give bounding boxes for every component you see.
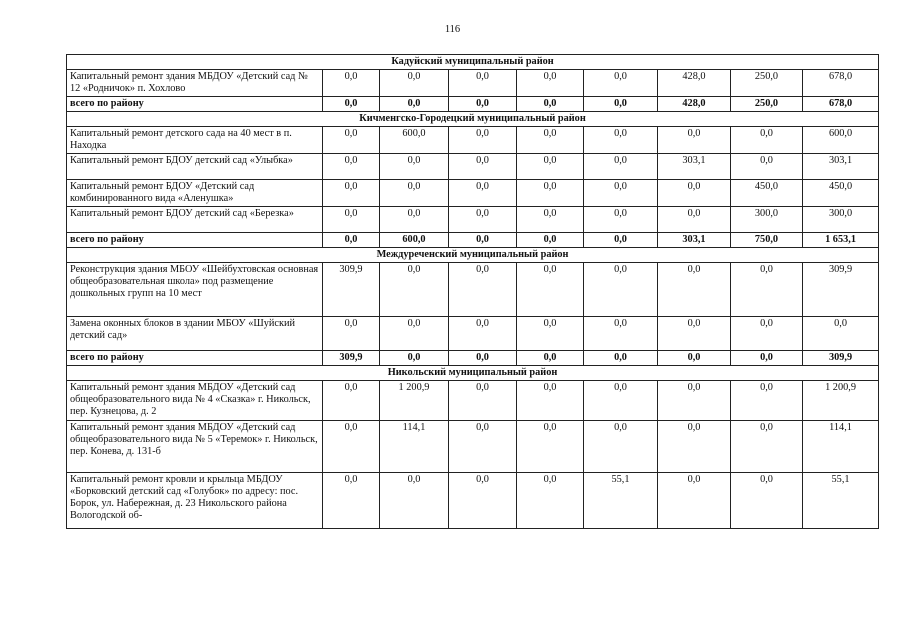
value-cell: 0,0 [380, 154, 449, 180]
district-name: Кадуйский муниципальный район [67, 55, 879, 70]
value-cell: 300,0 [731, 207, 803, 233]
value-cell: 0,0 [449, 127, 517, 154]
value-cell: 0,0 [517, 127, 584, 154]
total-value-cell: 309,9 [803, 351, 879, 366]
row-total-cell: 55,1 [803, 473, 879, 529]
district-name: Междуреченский муниципальный район [67, 248, 879, 263]
total-value-cell: 0,0 [449, 97, 517, 112]
project-name: Капитальный ремонт кровли и крыльца МБДОУ «Борковский детский сад «Голубок» по адресу: пос. Борок, ул. Набережная, д. 23 Никольского района Вологодской об- [67, 473, 323, 529]
table-row [67, 473, 879, 529]
value-cell: 0,0 [517, 473, 584, 529]
table-row [67, 317, 879, 351]
value-cell: 250,0 [731, 70, 803, 97]
value-cell: 0,0 [380, 473, 449, 529]
total-value-cell: 0,0 [517, 233, 584, 248]
district-name: Никольский муниципальный район [67, 366, 879, 381]
total-value-cell: 0,0 [323, 233, 380, 248]
total-value-cell: 0,0 [584, 351, 658, 366]
value-cell: 0,0 [731, 381, 803, 421]
project-name: Капитальный ремонт БДОУ «Детский сад комбинированного вида «Аленушка» [67, 180, 323, 207]
total-value-cell: 303,1 [658, 233, 731, 248]
total-value-cell: 0,0 [380, 97, 449, 112]
table-row [67, 381, 879, 421]
district-header-row [67, 55, 879, 70]
value-cell: 55,1 [584, 473, 658, 529]
total-value-cell: 0,0 [323, 97, 380, 112]
district-total-row [67, 351, 879, 366]
value-cell: 0,0 [323, 154, 380, 180]
district-header-row [67, 112, 879, 127]
value-cell: 0,0 [584, 317, 658, 351]
value-cell: 1 200,9 [380, 381, 449, 421]
value-cell: 0,0 [517, 70, 584, 97]
value-cell: 0,0 [449, 317, 517, 351]
total-value-cell: 600,0 [380, 233, 449, 248]
value-cell: 0,0 [449, 473, 517, 529]
value-cell: 0,0 [658, 263, 731, 317]
district-header-row [67, 366, 879, 381]
value-cell: 303,1 [658, 154, 731, 180]
district-total-row [67, 233, 879, 248]
value-cell: 0,0 [517, 317, 584, 351]
value-cell: 0,0 [731, 127, 803, 154]
table-row [67, 70, 879, 97]
total-value-cell: 0,0 [380, 351, 449, 366]
value-cell: 0,0 [380, 180, 449, 207]
value-cell: 0,0 [731, 154, 803, 180]
value-cell: 0,0 [323, 70, 380, 97]
total-value-cell: 428,0 [658, 97, 731, 112]
total-value-cell: 1 653,1 [803, 233, 879, 248]
project-name: Реконструкция здания МБОУ «Шейбухтовская основная общеобразовательная школа» под размещение дошкольных групп на 10 мест [67, 263, 323, 317]
row-total-cell: 303,1 [803, 154, 879, 180]
value-cell: 0,0 [517, 154, 584, 180]
value-cell: 0,0 [323, 473, 380, 529]
total-value-cell: 0,0 [449, 351, 517, 366]
value-cell: 114,1 [380, 421, 449, 473]
project-name: Капитальный ремонт детского сада на 40 мест в п. Находка [67, 127, 323, 154]
total-value-cell: 0,0 [584, 233, 658, 248]
value-cell: 0,0 [731, 421, 803, 473]
value-cell: 0,0 [449, 421, 517, 473]
total-value-cell: 750,0 [731, 233, 803, 248]
value-cell: 0,0 [449, 180, 517, 207]
total-value-cell: 0,0 [584, 97, 658, 112]
value-cell: 0,0 [584, 180, 658, 207]
value-cell: 0,0 [323, 207, 380, 233]
project-name: Замена оконных блоков в здании МБОУ «Шуйский детский сад» [67, 317, 323, 351]
project-name: Капитальный ремонт здания МБДОУ «Детский сад № 12 «Родничок» п. Хохлово [67, 70, 323, 97]
total-label: всего по району [67, 97, 323, 112]
district-header-row [67, 248, 879, 263]
value-cell: 0,0 [323, 421, 380, 473]
table-row [67, 263, 879, 317]
project-name: Капитальный ремонт БДОУ детский сад «Березка» [67, 207, 323, 233]
total-value-cell: 0,0 [517, 97, 584, 112]
page-number: 116 [444, 24, 461, 35]
budget-table [66, 54, 879, 529]
value-cell: 0,0 [380, 70, 449, 97]
row-total-cell: 678,0 [803, 70, 879, 97]
value-cell: 0,0 [449, 263, 517, 317]
total-label: всего по району [67, 351, 323, 366]
table-row [67, 180, 879, 207]
total-value-cell: 0,0 [658, 351, 731, 366]
district-total-row [67, 97, 879, 112]
row-total-cell: 450,0 [803, 180, 879, 207]
total-value-cell: 250,0 [731, 97, 803, 112]
row-total-cell: 0,0 [803, 317, 879, 351]
row-total-cell: 600,0 [803, 127, 879, 154]
row-total-cell: 114,1 [803, 421, 879, 473]
total-value-cell: 0,0 [731, 351, 803, 366]
total-value-cell: 678,0 [803, 97, 879, 112]
value-cell: 0,0 [323, 127, 380, 154]
value-cell: 0,0 [658, 207, 731, 233]
value-cell: 0,0 [449, 207, 517, 233]
project-name: Капитальный ремонт БДОУ детский сад «Улыбка» [67, 154, 323, 180]
value-cell: 0,0 [658, 127, 731, 154]
value-cell: 0,0 [658, 473, 731, 529]
value-cell: 0,0 [323, 180, 380, 207]
value-cell: 0,0 [658, 421, 731, 473]
value-cell: 450,0 [731, 180, 803, 207]
total-value-cell: 0,0 [449, 233, 517, 248]
value-cell: 600,0 [380, 127, 449, 154]
total-value-cell: 0,0 [517, 351, 584, 366]
value-cell: 0,0 [380, 263, 449, 317]
value-cell: 0,0 [517, 421, 584, 473]
value-cell: 0,0 [658, 180, 731, 207]
value-cell: 428,0 [658, 70, 731, 97]
value-cell: 0,0 [323, 317, 380, 351]
value-cell: 0,0 [731, 317, 803, 351]
value-cell: 0,0 [517, 207, 584, 233]
project-name: Капитальный ремонт здания МБДОУ «Детский сад общеобразовательного вида № 5 «Теремок» г. Никольск, пер. Конева, д. 131-б [67, 421, 323, 473]
total-label: всего по району [67, 233, 323, 248]
value-cell: 309,9 [323, 263, 380, 317]
value-cell: 0,0 [658, 317, 731, 351]
value-cell: 0,0 [584, 207, 658, 233]
value-cell: 0,0 [584, 70, 658, 97]
table-row [67, 127, 879, 154]
table-row [67, 207, 879, 233]
value-cell: 0,0 [584, 263, 658, 317]
value-cell: 0,0 [584, 154, 658, 180]
project-name: Капитальный ремонт здания МБДОУ «Детский сад общеобразовательного вида № 4 «Сказка» г. Никольск, пер. Кузнецова, д. 2 [67, 381, 323, 421]
value-cell: 0,0 [449, 381, 517, 421]
row-total-cell: 1 200,9 [803, 381, 879, 421]
value-cell: 0,0 [323, 381, 380, 421]
value-cell: 0,0 [380, 317, 449, 351]
value-cell: 0,0 [731, 473, 803, 529]
value-cell: 0,0 [517, 381, 584, 421]
value-cell: 0,0 [731, 263, 803, 317]
total-value-cell: 309,9 [323, 351, 380, 366]
value-cell: 0,0 [658, 381, 731, 421]
row-total-cell: 309,9 [803, 263, 879, 317]
value-cell: 0,0 [449, 70, 517, 97]
value-cell: 0,0 [584, 127, 658, 154]
value-cell: 0,0 [517, 180, 584, 207]
value-cell: 0,0 [380, 207, 449, 233]
value-cell: 0,0 [517, 263, 584, 317]
district-name: Кичменгско-Городецкий муниципальный район [67, 112, 879, 127]
table-row [67, 421, 879, 473]
value-cell: 0,0 [584, 421, 658, 473]
value-cell: 0,0 [584, 381, 658, 421]
table-row [67, 154, 879, 180]
value-cell: 0,0 [449, 154, 517, 180]
row-total-cell: 300,0 [803, 207, 879, 233]
